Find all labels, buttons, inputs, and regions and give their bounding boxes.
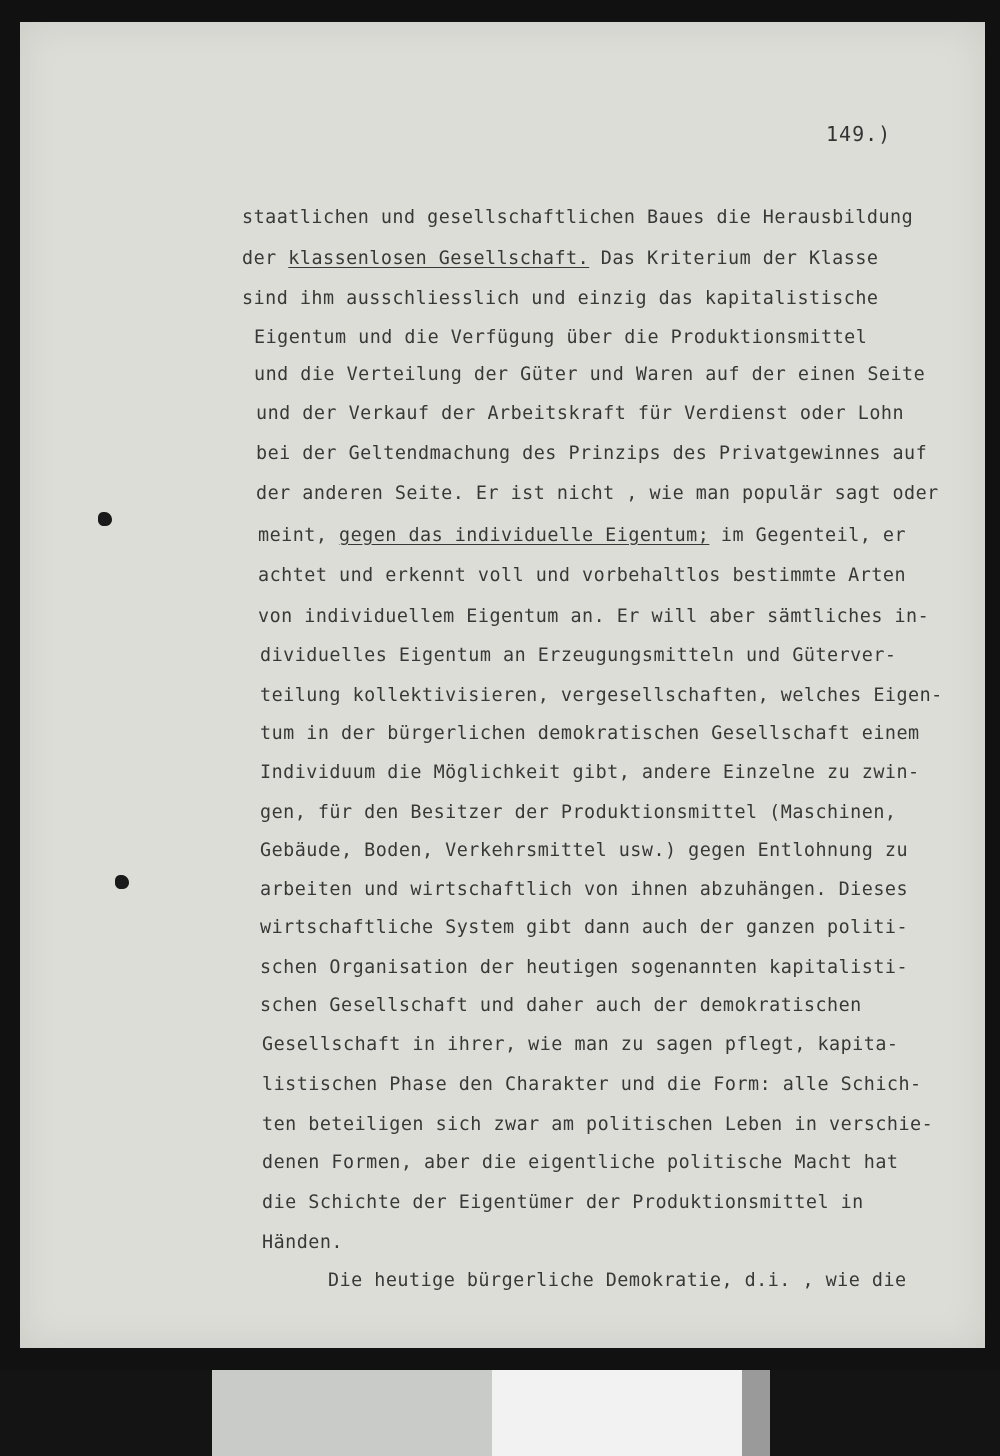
text-line: der anderen Seite. Er ist nicht , wie man populär sagt oder xyxy=(256,483,939,504)
text-line: Eigentum und die Verfügung über die Produktionsmittel xyxy=(254,327,868,348)
underlined-phrase: klassenlosen Gesellschaft. xyxy=(288,248,590,269)
punch-hole xyxy=(115,875,129,889)
text-line: ten beteiligen sich zwar am politischen Leben in verschie- xyxy=(262,1114,934,1135)
text-line: schen Gesellschaft und daher auch der demokratischen xyxy=(260,995,862,1016)
strip-segment-light-gray xyxy=(212,1370,492,1456)
text-line: arbeiten und wirtschaftlich von ihnen abzuhängen. Dieses xyxy=(260,879,909,900)
text-segment: im Gegenteil, er xyxy=(709,525,907,546)
punch-hole xyxy=(98,512,112,526)
text-line: bei der Geltendmachung des Prinzips des Privatgewinnes auf xyxy=(256,443,928,464)
text-line: wirtschaftliche System gibt dann auch der ganzen politi- xyxy=(260,917,909,938)
text-line: denen Formen, aber die eigentliche politische Macht hat xyxy=(262,1152,899,1173)
text-line xyxy=(242,248,878,269)
text-line: tum in der bürgerlichen demokratischen Gesellschaft einem xyxy=(260,723,920,744)
strip-segment-white xyxy=(492,1370,742,1456)
text-line: staatlichen und gesellschaftlichen Baues die Herausbildung xyxy=(242,207,914,228)
text-line: listischen Phase den Charakter und die Form: alle Schich- xyxy=(262,1074,922,1095)
text-line: achtet und erkennt voll und vorbehaltlos bestimmte Arten xyxy=(258,565,907,586)
page-number: 149.) xyxy=(826,122,892,146)
text-line: teilung kollektivisieren, vergesellschaften, welches Eigen- xyxy=(260,685,943,706)
scan-color-strip xyxy=(0,1370,1000,1456)
strip-segment-dark-right xyxy=(770,1370,1000,1456)
text-line: gen, für den Besitzer der Produktionsmittel (Maschinen, xyxy=(260,802,897,823)
text-line: Gesellschaft in ihrer, wie man zu sagen pflegt, kapita- xyxy=(262,1034,899,1055)
text-line: sind ihm ausschliesslich und einzig das kapitalistische xyxy=(242,288,879,309)
strip-segment-dark xyxy=(0,1370,212,1456)
text-line: die Schichte der Eigentümer der Produktionsmittel in xyxy=(262,1192,864,1213)
text-line: Händen. xyxy=(262,1232,344,1253)
typewritten-page xyxy=(20,22,985,1348)
underlined-phrase: gegen das individuelle Eigentum; xyxy=(339,525,710,546)
text-line: und die Verteilung der Güter und Waren auf der einen Seite xyxy=(254,364,926,385)
text-line: Die heutige bürgerliche Demokratie, d.i. , wie die xyxy=(328,1270,907,1291)
text-line: schen Organisation der heutigen sogenannten kapitalisti- xyxy=(260,957,909,978)
strip-segment-gray xyxy=(742,1370,770,1456)
text-line xyxy=(258,525,906,546)
text-segment: der xyxy=(242,248,289,269)
text-line: dividuelles Eigentum an Erzeugungsmitteln und Güterver- xyxy=(260,645,897,666)
text-segment: Das Kriterium der Klasse xyxy=(589,248,879,269)
text-line: Individuum die Möglichkeit gibt, andere Einzelne zu zwin- xyxy=(260,762,920,783)
text-line: und der Verkauf der Arbeitskraft für Verdienst oder Lohn xyxy=(256,403,905,424)
text-line: von individuellem Eigentum an. Er will aber sämtliches in- xyxy=(258,606,930,627)
text-segment: meint, xyxy=(258,525,340,546)
text-line: Gebäude, Boden, Verkehrsmittel usw.) gegen Entlohnung zu xyxy=(260,840,909,861)
